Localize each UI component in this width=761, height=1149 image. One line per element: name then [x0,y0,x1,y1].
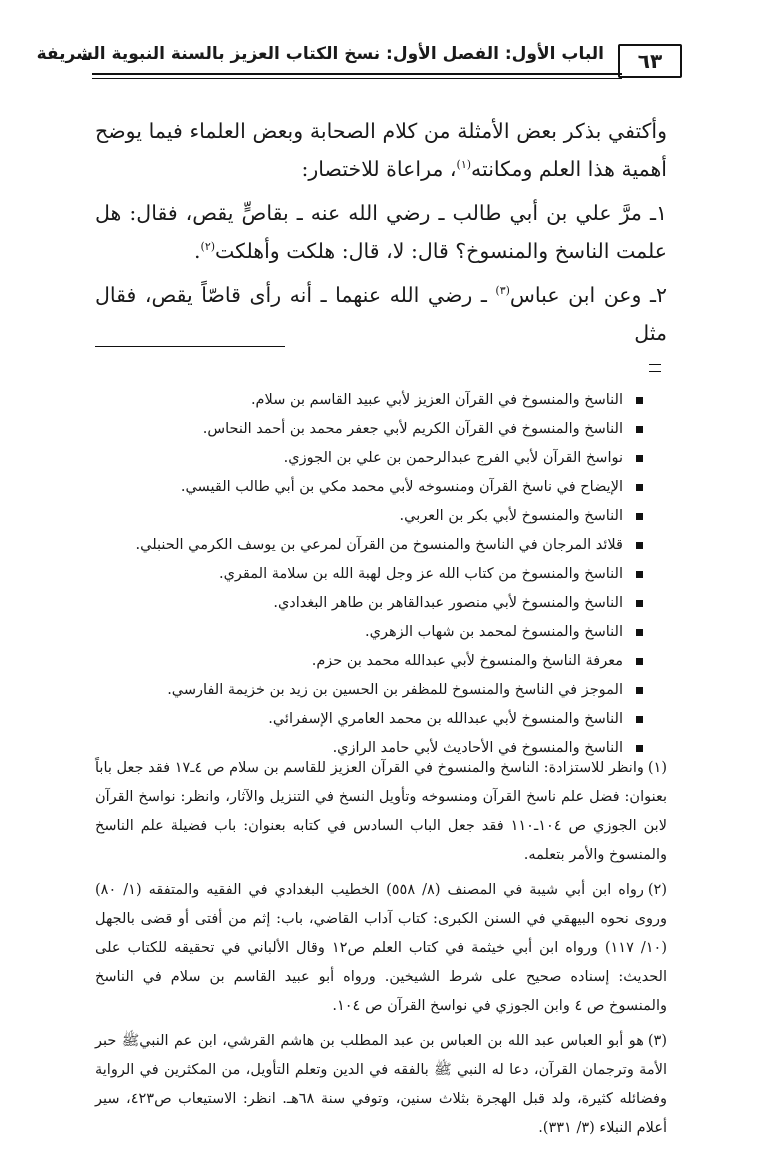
list-item: الموجز في الناسخ والمنسوخ للمظفر بن الحسين بن زيد بن خزيمة الفارسي. [180,676,645,705]
book-list [135,386,645,763]
bullet-square-icon [636,397,643,404]
header-end-dash [82,58,90,60]
bullet-square-icon [636,542,643,549]
continuation-mark [649,364,661,372]
footnote-divider [95,346,285,347]
header-rule-thin [92,78,622,79]
chapter-title: الباب الأول: الفصل الأول: نسخ الكتاب العزيز بالسنة النبوية الشريفة [36,44,604,64]
footnote-text: هو أبو العباس عبد الله بن العباس بن عبد المطلب بن هاشم القرشي، ابن عم النبيﷺ حبر الأمة وترجمان القرآن، دعا له النبي ﷺ بالفقه في الدين وتعلم التأويل، من المكثرين في الرواية وفضائله كثيرة، ولد قبل الهجرة بثلاث سنين، وتوفي سنة ٦٨هـ. انظر: الاستيعاب ص٤٢٣، سير أعلام النبلاء (٣/ ٣٣١). [95,1033,667,1136]
paragraph-intro: وأكتفي بذكر بعض الأمثلة من كلام الصحابة وبعض العلماء فيما يوضح أهمية هذا العلم ومكانته$^{(١)}$، مراعاة للاختصار: [95,119,667,181]
bullet-square-icon [636,484,643,491]
list-item: قلائد المرجان في الناسخ والمنسوخ من القرآن لمرعي بن يوسف الكرمي الحنبلي. [180,531,645,560]
bullet-square-icon [636,513,643,520]
bullet-square-icon [636,571,643,578]
footnote-3 [95,1027,667,1143]
footnote-ref-1[interactable]: (١) [456,158,472,172]
list-item: الناسخ والمنسوخ لأبي عبدالله بن محمد العامري الإسفرائي. [180,705,645,734]
list-item: معرفة الناسخ والمنسوخ لأبي عبدالله محمد بن حزم. [180,647,645,676]
footnote-number: (٢) [647,882,667,898]
header-rule [92,73,622,75]
bullet-square-icon [636,426,643,433]
footnote-number: (١) [647,760,667,776]
footnote-ref-2[interactable]: (٢) [200,240,216,254]
main-text [95,112,667,358]
list-item: الناسخ والمنسوخ في القرآن العزيز لأبي عبيد القاسم بن سلام. [180,386,645,415]
paragraph-example-1: ١ـ مرَّ علي بن أبي طالب ـ رضي الله عنه ـ بقاصٍّ يقص، فقال: هل علمت الناسخ والمنسوخ؟ قال: لا، قال: هلكت وأهلكت$^{(٢)}$. [95,201,667,263]
list-item: الناسخ والمنسوخ في القرآن الكريم لأبي جعفر محمد بن أحمد النحاس. [180,415,645,444]
bullet-square-icon [636,687,643,694]
list-item: الناسخ والمنسوخ لأبي منصور عبدالقاهر بن طاهر البغدادي. [180,589,645,618]
footnote-ref-3[interactable]: (٣) [495,284,510,298]
footnote-text: رواه ابن أبي شيبة في المصنف (٨/ ٥٥٨) الخطيب البغدادي في الفقيه والمتفقه (١/ ٨٠) وروى نحوه البيهقي في السنن الكبرى: كتاب آداب القاضي، باب: إثم من أفتى أو قضى بالجهل (١٠/ ١١٧) ورواه ابن أبي خيثمة في كتاب العلم ص١٢ وقال الألباني في تحقيقه للكتاب على الحديث: إسناده صحيح على شرط الشيخين. ورواه أبو عبيد القاسم بن سلام في الناسخ والمنسوخ ص ٤ وابن الجوزي في نواسخ القرآن ص ١٠٤. [95,882,667,1014]
footnote-text: وانظر للاستزادة: الناسخ والمنسوخ في القرآن العزيز للقاسم بن سلام ص ٤ـ١٧ فقد جعل باباً بعنوان: فضل علم ناسخ القرآن ومنسوخه وتأويل النسخ في التنزيل والآثار، وانظر: نواسخ القرآن لابن الجوزي ص ١٠٤ـ١١٠ فقد جعل الباب السادس في كتابه بعنوان: باب فضيلة علم الناسخ والمنسوخ والأمر بتعلمه. [95,760,667,863]
list-item: الناسخ والمنسوخ في الأحاديث لأبي حامد الرازي. [180,734,645,763]
bullet-square-icon [636,455,643,462]
paragraph-example-2: ٢ـ وعن ابن عباس$^{(٣)}$ ـ رضي الله عنهما ـ أنه رأى قاصّاً يقص، فقال مثل [95,283,667,345]
bullet-square-icon [636,716,643,723]
footnotes [95,754,667,1149]
bullet-square-icon [636,600,643,607]
bullet-square-icon [636,629,643,636]
list-item: نواسخ القرآن لأبي الفرج عبدالرحمن بن علي بن الجوزي. [180,444,645,473]
footnote-1 [95,754,667,870]
footnote-2 [95,876,667,1021]
footnote-number: (٣) [647,1033,667,1049]
list-item: الإيضاح في ناسخ القرآن ومنسوخه لأبي محمد مكي بن أبي طالب القيسي. [180,473,645,502]
list-item: الناسخ والمنسوخ لمحمد بن شهاب الزهري. [180,618,645,647]
page-number: ٦٣ [618,44,682,78]
bullet-square-icon [636,745,643,752]
running-header [36,42,682,82]
list-item: الناسخ والمنسوخ من كتاب الله عز وجل لهبة الله بن سلامة المقري. [180,560,645,589]
bullet-square-icon [636,658,643,665]
list-item: الناسخ والمنسوخ لأبي بكر بن العربي. [180,502,645,531]
